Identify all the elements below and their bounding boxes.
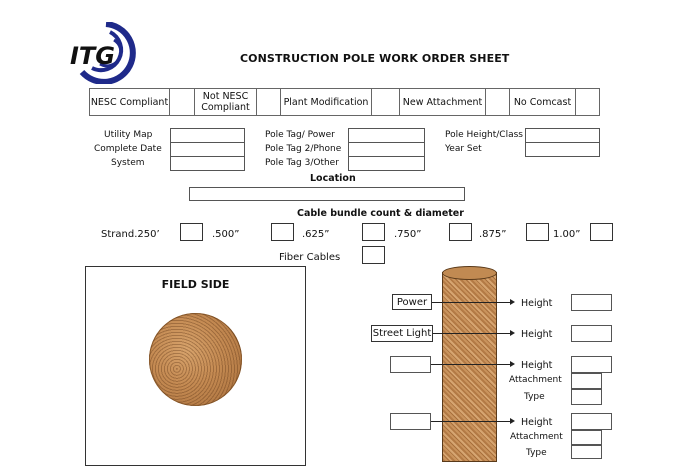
new-attachment-checkbox[interactable]	[486, 89, 510, 115]
year-set-label: Year Set	[445, 144, 482, 154]
no-comcast-label: No Comcast	[510, 89, 576, 115]
plant-modification-checkbox[interactable]	[372, 89, 400, 115]
attachment-2-arrow-icon	[510, 418, 515, 424]
size-500-label: .500”	[212, 229, 240, 240]
size-625-box[interactable]	[362, 223, 385, 241]
attachment-1-arrow-icon	[510, 361, 515, 367]
attachment-1-type-label: Type	[524, 392, 545, 402]
attachment-1-tag-field[interactable]	[390, 356, 431, 373]
location-field[interactable]	[189, 187, 465, 201]
street-light-connector-line	[433, 333, 512, 334]
pole-height-class-label: Pole Height/Class	[445, 130, 523, 140]
utility-map-label: Utility Map	[104, 130, 153, 140]
attachment-2-height-field[interactable]	[571, 413, 612, 430]
system-label: System	[111, 158, 145, 168]
plant-modification-label: Plant Modification	[281, 89, 372, 115]
attachment-1-type-field[interactable]	[571, 389, 602, 405]
complete-date-field[interactable]	[170, 142, 245, 157]
itg-logo	[68, 22, 138, 84]
size-100-box[interactable]	[590, 223, 613, 241]
field-side-label: FIELD SIDE	[161, 278, 230, 291]
size-750-label: .750”	[394, 229, 422, 240]
power-connector-line	[432, 302, 512, 303]
attachment-2-connector-line	[431, 421, 512, 422]
no-comcast-checkbox[interactable]	[576, 89, 599, 115]
pole-tag-power-label: Pole Tag/ Power	[265, 130, 335, 140]
street-light-height-field[interactable]	[571, 325, 612, 342]
nesc-compliant-checkbox[interactable]	[170, 89, 195, 115]
attachment-2-type-label: Type	[526, 448, 547, 458]
year-set-field[interactable]	[525, 142, 600, 157]
pole-tag-power-field[interactable]	[348, 128, 425, 143]
not-nesc-compliant-checkbox[interactable]	[257, 89, 281, 115]
strand-250-box[interactable]	[180, 223, 203, 241]
attachment-2-attachment-field[interactable]	[571, 430, 602, 445]
size-875-box[interactable]	[526, 223, 549, 241]
power-arrow-icon	[510, 299, 515, 305]
attachment-2-height-label: Height	[521, 417, 553, 428]
street-light-height-label: Height	[521, 329, 553, 340]
pole-tag-phone-field[interactable]	[348, 142, 425, 157]
attachment-1-attachment-field[interactable]	[571, 373, 602, 389]
pole-side-view	[442, 272, 497, 462]
attachment-2-attachment-label: Attachment	[510, 432, 563, 442]
power-height-label: Height	[521, 298, 553, 309]
size-875-label: .875”	[479, 229, 507, 240]
size-100-label: 1.00”	[553, 229, 581, 240]
svg-text:ITG: ITG	[70, 42, 115, 70]
compliance-row	[89, 88, 600, 116]
new-attachment-label: New Attachment	[400, 89, 486, 115]
complete-date-label: Complete Date	[94, 144, 162, 154]
attachment-1-attachment-label: Attachment	[509, 375, 562, 385]
attachment-2-type-field[interactable]	[571, 445, 602, 459]
size-500-box[interactable]	[271, 223, 294, 241]
pole-tag-other-field[interactable]	[348, 156, 425, 171]
system-field[interactable]	[170, 156, 245, 171]
location-label: Location	[310, 173, 356, 184]
pole-top-cap	[442, 266, 497, 280]
attachment-1-height-label: Height	[521, 360, 553, 371]
street-light-arrow-icon	[510, 330, 515, 336]
strand-250-label: Strand.250’	[101, 229, 160, 240]
size-625-label: .625”	[302, 229, 330, 240]
power-height-field[interactable]	[571, 294, 612, 311]
pole-height-class-field[interactable]	[525, 128, 600, 143]
page-title: CONSTRUCTION POLE WORK ORDER SHEET	[240, 52, 510, 65]
street-light-tag: Street Light	[371, 325, 433, 342]
fiber-cables-box[interactable]	[362, 246, 385, 264]
attachment-2-tag-field[interactable]	[390, 413, 431, 430]
cable-bundle-heading: Cable bundle count & diameter	[297, 208, 464, 219]
attachment-1-connector-line	[431, 364, 512, 365]
not-nesc-compliant-label: Not NESC Compliant	[195, 89, 257, 115]
attachment-1-height-field[interactable]	[571, 356, 612, 373]
field-side-panel	[85, 266, 306, 466]
power-tag: Power	[392, 294, 432, 310]
utility-map-field[interactable]	[170, 128, 245, 143]
pole-tag-phone-label: Pole Tag 2/Phone	[265, 144, 342, 154]
pole-top-view-circle	[149, 313, 242, 406]
pole-tag-other-label: Pole Tag 3/Other	[265, 158, 339, 168]
size-750-box[interactable]	[449, 223, 472, 241]
nesc-compliant-label: NESC Compliant	[90, 89, 170, 115]
fiber-cables-label: Fiber Cables	[279, 252, 341, 263]
